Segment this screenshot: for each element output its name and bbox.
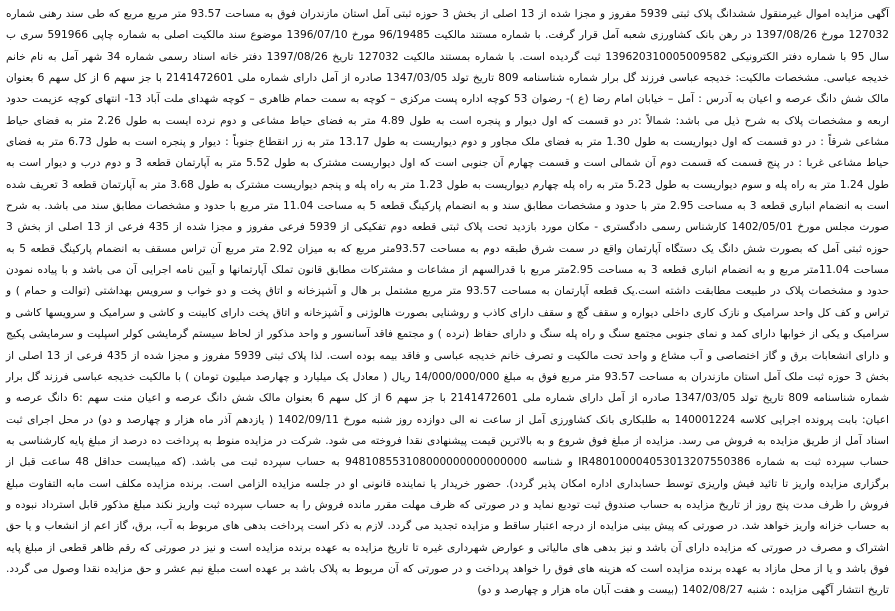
auction-notice-text: آگهی مزایده اموال غیرمنقول ششدانگ پلاک ثبتی 5939 مفروز و مجزا شده از 13 اصلی از بخش 3 حوزه ثبتی آمل استان مازندران فوق به مساحت 93.57 متر مربع مربع که طی سند رهنی شماره 127032 مورخ 1397/08/26 در رهن بانک کشاورزی شعبه آمل قرار گرفت. با شماره مستند مالکیت 96/19485 مورخ 1396/07/10 موضوع سند مالکیت اصلی به شماره چاپی 591966 سری ب سال 95 با شماره دفتر الکترونیکی 139620310005009582 ثبت گردیده است. با شماره بمستند مالکیت 127032 تاریخ 1397/08/26 دفتر خانه اسناد رسمی شماره 34 شهر آمل به نام خانم خدیجه عباسی. مشخصات مالکیت: خدیجه عباسی فرزند گل برار شماره شناسنامه 809 تاریخ تولد 1347/03/05 صادره از آمل دارای شماره ملی 2141472601 با جز سهم 6 از کل سهم 6 بعنوان مالک شش دانگ عرصه و اعیان به آدرس : آمل – خیابان امام رضا (ع )- رضوان 53 کوچه اداره پست مرکزی – کوچه به سمت حمام ظاهری – کوچه شهدای ملت آباد 13- انتهای کوچه عزیمت حدود اربعه و مشخصات پلاک به شرح ذیل می باشد: شمالاً :در دو قسمت که اول دیوار و پنجره است به طول 4.89 متر به فضای حیاط مشاعی و دوم نرده ایست به طول 2.26 متر به فضای حیاط مشاعی شرقاً : در دو قسمت که اول دیواریست به طول 1.30 متر به فضای ملک مجاور و دوم دیواریست به طول 13.17 متر به زر انقطاع جنوباً : دیوار و پنجره است به طول 6.73 متر به فضای حیاط مشاعی غربا : در پنج قسمت که قسمت دوم آن شمالی است و قسمت چهارم آن جنوبی است که اول دیواریست مشترک به طول 5.52 متر به آپارتمان قطعه 3 و دوم درب و دیوار است به طول 1.24 متر به راه پله و سوم دیواریست به طول 5.23 متر به راه پله چهارم دیواریست به طول 1.23 متر به راه پله و پنجم دیواریست مشترک به طول 3.68 متر به آپارتمان قطعه 3 تعریف شده است به انضمام انباری قطعه 3 به مساحت 2.95 متر با حدود و مشخصات مطابق سند و به انضمام پارکینگ قطعه 5 به مساحت 11.04 متر مربع با حدود و مشخصات مطابق سند می باشد. به شرح صورت مجلس مورخ 1402/05/01 کارشناس رسمی دادگستری - مکان مورد بازدید تحت پلاک ثبتی قطعه دوم تفکیکی از 5939 فرعی مفروز و مجزا شده از 435 فرعی از 13 اصلی از بخش 3 حوزه ثبتی آمل که بصورت شش دانگ یک دستگاه آپارتمان واقع در سمت شرق طبقه دوم به مساحت 93.57متر مربع که به میزان 2.92 متر مربع آن تراس مسقف به انضمام پارکینگ قطعه 5 به مساحت 11.04متر مربع و به انضمام انباری قطعه 3 به مساحت 2.95متر مربع با قدرالسهم از مشاعات و مشترکات مطابق قانون تملک آپارتمانها و آیین نامه اجرایی آن می باشد و با پیاده نمودن حدود و مشخصات پلاک در طبیعت مطابقت داشته است.یک قطعه آپارتمان به مساحت 93.57 متر مربع مشتمل بر هال و آشپزخانه و اتاق پخت و دو خواب و سرویس بهداشتی (توالت و حمام ) و تراس و کف کل واحد سرامیک و نازک کاری داخلی دیواره و سقف گچ و سقف دارای کاذب و روشنایی بصورت هالوژنی و آشپزخانه و اتاق پخت دارای کابینت و کاشی و سرامیک و سرویسها کاشی و سرامیک و یکی از خوابها دارای کمد و نمای جنوبی مجتمع سنگ و راه پله سنگ و دارای حفاظ (نرده ) و مجتمع فاقد آسانسور و واحد مذکور از لحاظ سیستم گرمایشی کولر اسپلیت و سرمایشی پکیج و دارای انشعابات برق و گاز اختصاصی و آب مشاع و واحد تحت مالکیت و تصرف خانم خدیجه عباسی و فاقد بیمه بوده است. لذا پلاک ثبتی 5939 مفروز و مجزا شده از 435 فرعی از 13 اصلی از بخش 3 حوزه ثبت ملک آمل استان مازندران به مساحت 93.57 متر مربع فوق به مبلغ 14/000/000/000 ریال ( معادل یک میلیارد و چهارصد میلیون تومان ) با مالکیت خدیجه عباسی فرزند گل برار شماره شناسنامه 809 تاریخ تولد 1347/03/05 صادره از آمل دارای شماره ملی 2141472601 با جز سهم 6 از کل سهم 6 بعنوان مالک شش دانگ عرصه و اعیان منت سهم :6 دانگ عرصه و اعیان: بابت پرونده اجرایی کلاسه 140001224 به طلبکاری بانک کشاورزی آمل از ساعت نه الی دوازده روز شنبه مورخ 1402/09/11 ( یازدهم آذر ماه هزار و چهارصد و دو) در محل اجرای ثبت اسناد آمل از طریق مزایده به فروش می رسد. مزایده از مبلغ فوق شروع و به بالاترین قیمت پیشنهادی نقدا فروخته می شود. شرکت در مزایده منوط به پرداخت ده درصد از مبلغ پایه کارشناسی به حساب سپرده ثبت به شماره IR480100004053013207550386 و شناسه 948108553108000000000000000 به حساب سپرده ثبت می باشد. (که میبایست حداقل 48 ساعت قبل از برگزاری مزایده واریز تا تائید فیش واریزی توسط حسابداری اداره امکان پذیر گردد). حضور خریدار یا نماینده قانونی او در جلسه مزایده الزامی است. برنده مزایده مکلف است مابه التفاوت مبلغ فروش را ظرف مدت پنج روز از تاریخ مزایده به حساب صندوق ثبت تودیع نماید و در صورتی که ظرف مهلت مقرر مانده فروش را به حساب سپرده ثبت واریز نکند مبلغ مذکور قابل استرداد نبوده و به حساب خزانه واریز خواهد شد. در صورتی که پیش بینی مزایده از درجه اعتبار ساقط و مزایده تجدید می گردد. لازم به ذکر است پرداخت بدهی های مربوط به آب، برق، گاز اعم از انشعاب و یا حق اشتراک و مصرف در صورتی که مزایده دارای آن باشد و نیز بدهی های مالیاتی و عوارض شهرداری غیره تا تاریخ مزایده به عهده برنده مزایده است و نیز در صورتی که رقم ظاهر قطعی از مبلغ پایه فوق باشد و یا از محل مازاد به عهده برنده مزایده است که هزینه های فوق را خواهد پرداخت و در صورتی که آن مربوط به پلاک باشد بر عهده است مبلغ نیم عشر و حق مزایده نقدا وصول می گردد. تاریخ انتشار آگهی مزایده : شنبه 1402/08/27 (بیست و هفت آبان ماه هزار و چهارصد و دو) <box>6 8 890 597</box>
